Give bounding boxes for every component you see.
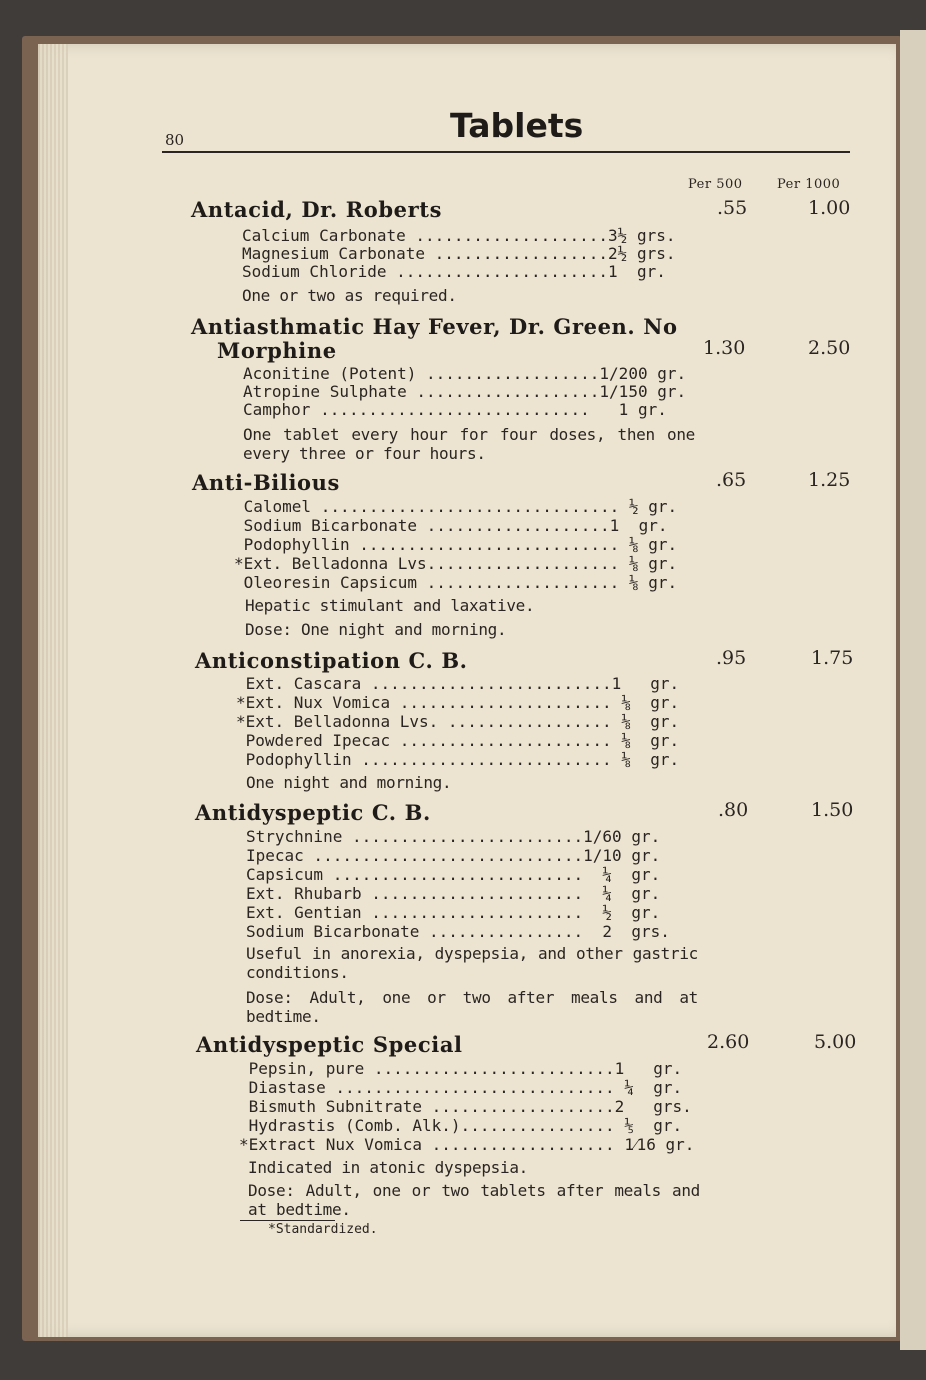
entry-note: Hepatic stimulant and laxative. bbox=[245, 596, 535, 615]
ingredient-line: Diastase ............................. ¼ gr. bbox=[239, 1078, 683, 1097]
price-per-500: .65 bbox=[716, 469, 747, 491]
ingredient-line: Magnesium Carbonate ..................2½ grs. bbox=[242, 244, 676, 263]
ingredient-line: Ipecac ............................1/10 gr. bbox=[246, 846, 661, 865]
entry-title: Anti-Bilious bbox=[192, 470, 340, 495]
price-per-1000: 1.00 bbox=[808, 197, 851, 219]
ingredient-line: Ext. Gentian ...................... ½ gr. bbox=[246, 903, 661, 922]
adjacent-page-edge bbox=[900, 30, 926, 1350]
ingredient-line: Atropine Sulphate ...................1/150 gr. bbox=[243, 382, 687, 401]
price-per-500: .80 bbox=[718, 799, 749, 821]
ingredient-line: Ext. Cascara .........................1 gr. bbox=[236, 674, 680, 693]
ingredient-line: Camphor ............................ 1 gr. bbox=[243, 400, 667, 419]
ingredient-line: Oleoresin Capsicum .................... ⅛ gr. bbox=[234, 573, 678, 592]
entry-dose: Dose: Adult, one or two tablets after meals and at bedtime. bbox=[248, 1181, 700, 1219]
ingredient-line: Calcium Carbonate ....................3½ grs. bbox=[242, 226, 676, 245]
price-per-1000: 5.00 bbox=[814, 1031, 857, 1053]
entry-note: One night and morning. bbox=[246, 773, 452, 792]
price-per-500: 1.30 bbox=[703, 337, 746, 359]
price-per-1000: 1.50 bbox=[811, 799, 854, 821]
ingredient-line: Strychnine ........................1/60 gr. bbox=[246, 827, 661, 846]
ingredient-line: *Ext. Belladonna Lvs. ................. ⅛ gr. bbox=[236, 712, 680, 731]
ingredient-line: Hydrastis (Comb. Alk.)................ ⅕ gr. bbox=[239, 1116, 683, 1135]
page-edges bbox=[38, 44, 68, 1337]
price-per-500: 2.60 bbox=[707, 1031, 750, 1053]
entry-title-continued: Morphine bbox=[217, 338, 337, 363]
entry-note: One or two as required. bbox=[242, 286, 457, 305]
footnote: *Standardized. bbox=[268, 1222, 378, 1237]
ingredient-line: *Ext. Nux Vomica ...................... ⅛ gr. bbox=[236, 693, 680, 712]
entry-note: Indicated in atonic dyspepsia. bbox=[248, 1158, 528, 1177]
price-per-500: .95 bbox=[716, 647, 747, 669]
price-per-1000: 1.75 bbox=[811, 647, 854, 669]
entry-title: Antidyspeptic Special bbox=[196, 1032, 463, 1057]
ingredient-line: Sodium Bicarbonate ................ 2 grs. bbox=[246, 922, 670, 941]
price-per-1000: 1.25 bbox=[808, 469, 851, 491]
ingredient-line: *Extract Nux Vomica ................... 1⁄16 gr. bbox=[239, 1135, 695, 1154]
column-header-per-1000: Per 1000 bbox=[777, 177, 841, 192]
entry-title: Antidyspeptic C. B. bbox=[195, 800, 431, 825]
ingredient-line: Aconitine (Potent) ..................1/200 gr. bbox=[243, 364, 687, 383]
entry-title: Antiasthmatic Hay Fever, Dr. Green. No bbox=[191, 314, 678, 339]
column-header-per-500: Per 500 bbox=[688, 177, 743, 192]
price-per-1000: 2.50 bbox=[808, 337, 851, 359]
price-per-500: .55 bbox=[717, 197, 748, 219]
page-number: 80 bbox=[165, 131, 185, 149]
header-rule bbox=[162, 151, 850, 153]
ingredient-line: Podophyllin .......................... ⅛ gr. bbox=[236, 750, 680, 769]
footnote-rule bbox=[240, 1220, 335, 1221]
entry-dose: Dose: Adult, one or two after meals and at bedtime. bbox=[246, 988, 698, 1026]
entry-title: Anticonstipation C. B. bbox=[195, 648, 468, 673]
entry-note: One tablet every hour for four doses, then one every three or four hours. bbox=[243, 425, 695, 463]
entry-title: Antacid, Dr. Roberts bbox=[191, 197, 442, 222]
ingredient-line: Ext. Rhubarb ...................... ¼ gr. bbox=[246, 884, 661, 903]
ingredient-line: Bismuth Subnitrate ...................2 grs. bbox=[239, 1097, 692, 1116]
ingredient-line: Capsicum .......................... ¼ gr. bbox=[246, 865, 661, 884]
ingredient-line: Sodium Bicarbonate ...................1 gr. bbox=[234, 516, 668, 535]
ingredient-line: Pepsin, pure .........................1 gr. bbox=[239, 1059, 683, 1078]
ingredient-line: Sodium Chloride ......................1 gr. bbox=[242, 262, 666, 281]
page-title: Tablets bbox=[450, 106, 584, 145]
ingredient-line: *Ext. Belladonna Lvs.................... ⅛ gr. bbox=[234, 554, 678, 573]
entry-note: Useful in anorexia, dyspepsia, and other gastric conditions. bbox=[246, 944, 698, 982]
ingredient-line: Powdered Ipecac ...................... ⅛ gr. bbox=[236, 731, 680, 750]
ingredient-line: Calomel ............................... ½ gr. bbox=[234, 497, 678, 516]
ingredient-line: Podophyllin ........................... ⅛ gr. bbox=[234, 535, 678, 554]
entry-dose: Dose: One night and morning. bbox=[245, 620, 507, 639]
